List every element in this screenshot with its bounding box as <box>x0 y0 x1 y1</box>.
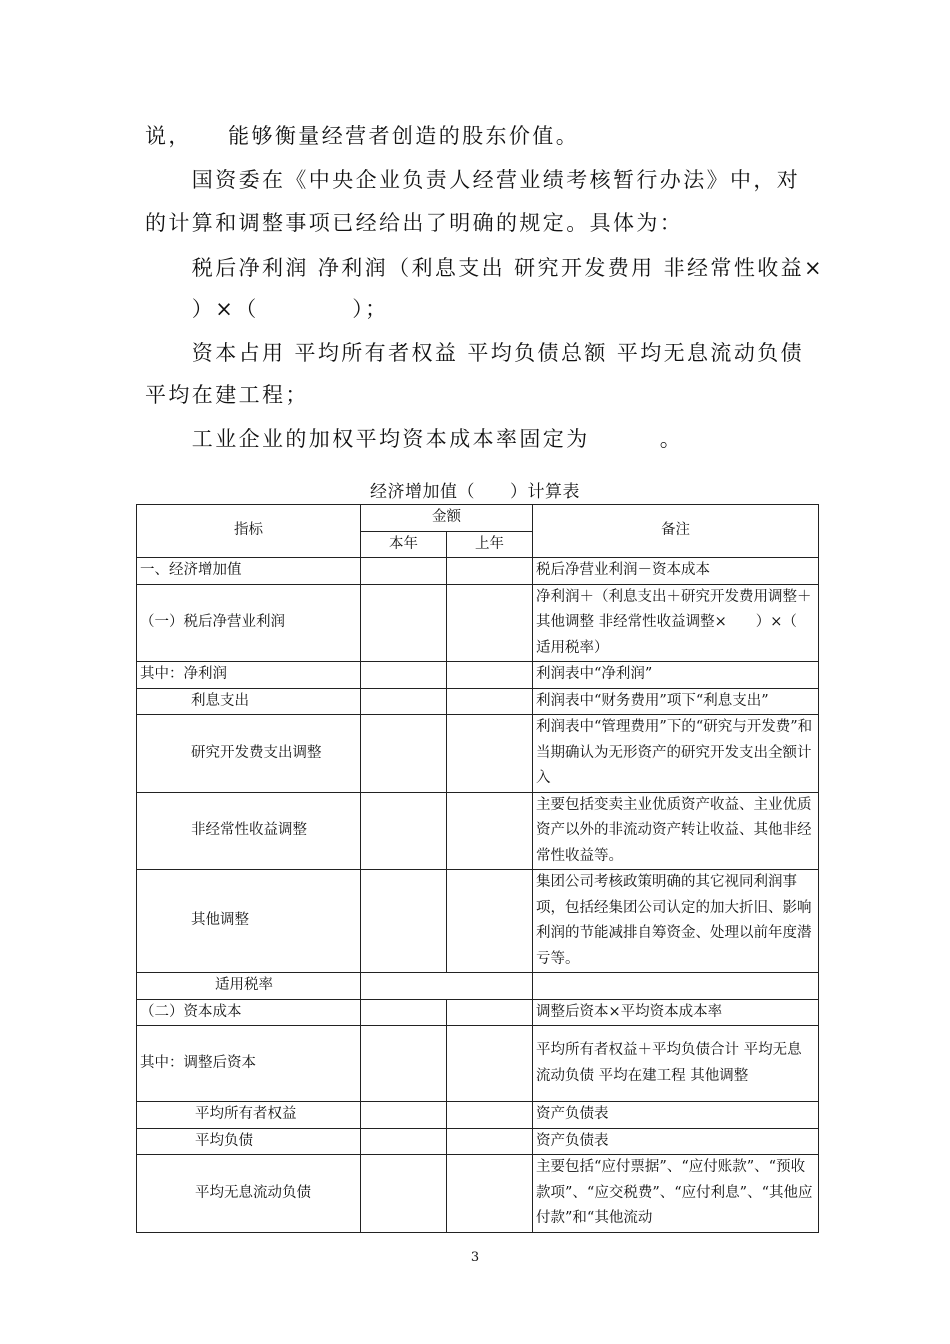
this-year-cell <box>361 1026 447 1102</box>
header-amount: 金额 <box>361 505 533 532</box>
this-year-cell <box>361 1102 447 1129</box>
row-label: （二）资本成本 <box>137 999 361 1026</box>
header-indicator: 指标 <box>137 505 361 558</box>
row-note: 净利润＋（利息支出＋研究开发费用调整＋其他调整 非经常性收益调整× ）×（ 适用税率） <box>533 584 819 662</box>
last-year-cell <box>447 999 533 1026</box>
paragraph: 国资委在《中央企业负责人经营业绩考核暂行办法》中，对 <box>145 168 801 192</box>
row-label: 其中：调整后资本 <box>137 1026 361 1102</box>
row-note: 平均所有者权益＋平均负债合计 平均无息流动负债 平均在建工程 其他调整 <box>533 1026 819 1102</box>
last-year-cell <box>447 584 533 662</box>
row-note: 利润表中“净利润” <box>533 662 819 689</box>
this-year-cell <box>361 870 447 973</box>
row-note: 资产负债表 <box>533 1128 819 1155</box>
row-label: 平均无息流动负债 <box>137 1155 361 1233</box>
table-row <box>137 870 819 973</box>
row-note: 资产负债表 <box>533 1102 819 1129</box>
last-year-cell <box>447 715 533 793</box>
table-row <box>137 688 819 715</box>
row-note: 税后净营业利润－资本成本 <box>533 558 819 585</box>
row-label: 其中：净利润 <box>137 662 361 689</box>
last-year-cell <box>447 1155 533 1233</box>
row-label: 平均所有者权益 <box>137 1102 361 1129</box>
last-year-cell <box>447 688 533 715</box>
table-row <box>137 973 819 1000</box>
this-year-cell <box>361 558 447 585</box>
table-row <box>137 558 819 585</box>
last-year-cell <box>447 792 533 870</box>
table-caption: 经济增加值（ ）计算表 <box>370 482 580 502</box>
formula-paragraph: 税后净利润 净利润（利息支出 研究开发费用 非经常性收益× <box>145 256 825 280</box>
table-row <box>137 1026 819 1102</box>
this-year-cell <box>361 999 447 1026</box>
header-last-year: 上年 <box>447 531 533 558</box>
paragraph: 工业企业的加权平均资本成本率固定为 。 <box>145 427 684 451</box>
last-year-cell <box>447 1102 533 1129</box>
row-label: 适用税率 <box>137 973 361 1000</box>
this-year-cell <box>361 1128 447 1155</box>
table-row <box>137 715 819 793</box>
table-row <box>137 999 819 1026</box>
last-year-cell <box>447 662 533 689</box>
table-row <box>137 662 819 689</box>
table-row <box>137 792 819 870</box>
row-label: 利息支出 <box>137 688 361 715</box>
row-label: 非经常性收益调整 <box>137 792 361 870</box>
this-year-cell <box>361 662 447 689</box>
row-label: 一、经济增加值 <box>137 558 361 585</box>
table-row <box>137 1128 819 1155</box>
formula-paragraph: ）×（ ）； <box>145 297 389 321</box>
row-note: 集团公司考核政策明确的其它视同利润事项，包括经集团公司认定的加大折旧、影响利润的节能减排自筹资金、处理以前年度潜亏等。 <box>533 870 819 973</box>
table-row <box>137 1155 819 1233</box>
row-note <box>533 973 819 1000</box>
last-year-cell <box>447 870 533 973</box>
this-year-cell <box>361 715 447 793</box>
this-year-cell <box>361 688 447 715</box>
row-note: 主要包括“应付票据”、“应付账款”、“预收款项”、“应交税费”、“应付利息”、“其他应付款”和“其他流动 <box>533 1155 819 1233</box>
row-note: 主要包括变卖主业优质资产收益、主业优质资产以外的非流动资产转让收益、其他非经常性收益等。 <box>533 792 819 870</box>
this-year-cell <box>361 1155 447 1233</box>
row-label: 平均负债 <box>137 1128 361 1155</box>
row-note: 利润表中“财务费用”项下“利息支出” <box>533 688 819 715</box>
table-row <box>137 1102 819 1129</box>
paragraph: 的计算和调整事项已经给出了明确的规定。具体为： <box>145 211 684 235</box>
row-label: （一）税后净营业利润 <box>137 584 361 662</box>
last-year-cell <box>447 1128 533 1155</box>
row-label: 研究开发费支出调整 <box>137 715 361 793</box>
row-note: 调整后资本×平均资本成本率 <box>533 999 819 1026</box>
paragraph: 说， 能够衡量经营者创造的股东价值。 <box>145 124 580 148</box>
this-year-cell <box>361 584 447 662</box>
eva-calculation-table <box>136 504 819 1233</box>
tax-rate-value-cell <box>361 973 533 1000</box>
page-number: 3 <box>470 1250 480 1265</box>
row-note: 利润表中“管理费用”下的“研究与开发费”和当期确认为无形资产的研究开发支出全额计入 <box>533 715 819 793</box>
row-label: 其他调整 <box>137 870 361 973</box>
this-year-cell <box>361 792 447 870</box>
header-this-year: 本年 <box>361 531 447 558</box>
paragraph: 平均在建工程； <box>145 383 309 407</box>
header-note: 备注 <box>533 505 819 558</box>
last-year-cell <box>447 558 533 585</box>
table-row <box>137 584 819 662</box>
last-year-cell <box>447 1026 533 1102</box>
paragraph: 资本占用 平均所有者权益 平均负债总额 平均无息流动负债 <box>145 341 805 365</box>
